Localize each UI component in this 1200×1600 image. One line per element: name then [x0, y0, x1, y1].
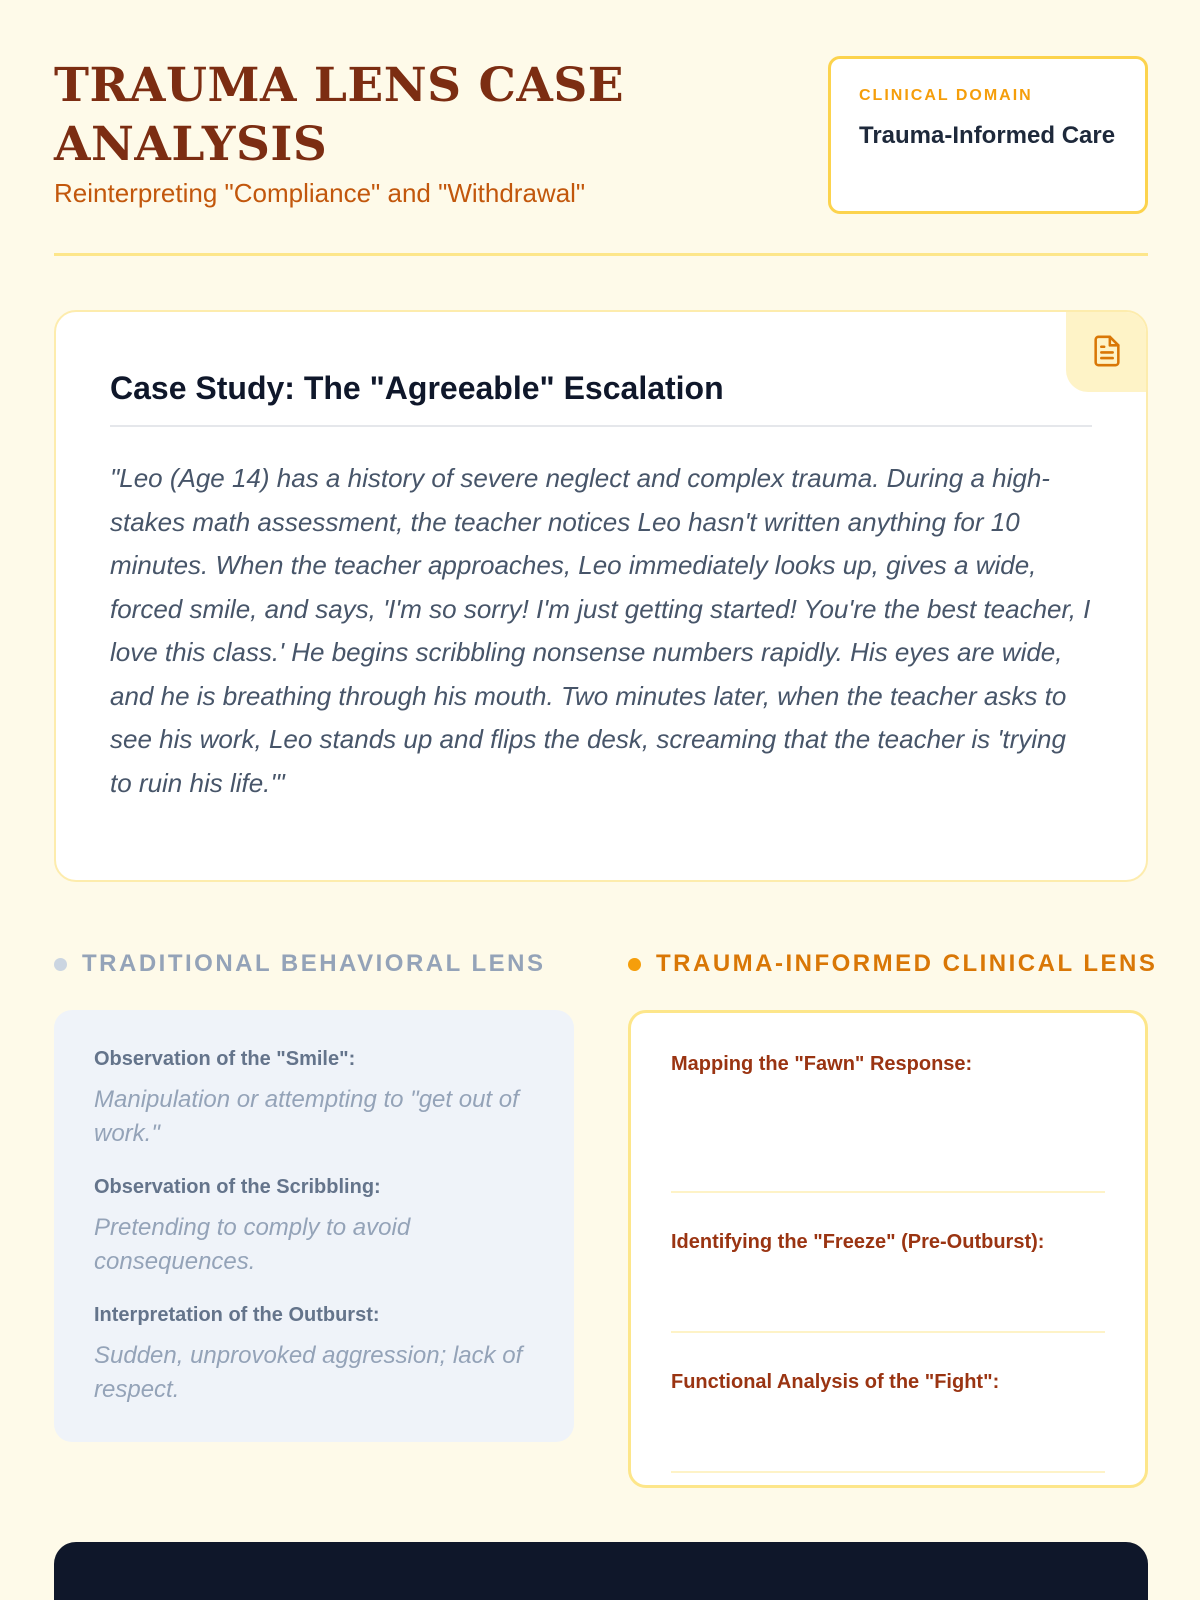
page-title: TRAUMA LENS CASE ANALYSIS [54, 58, 625, 172]
traditional-item-label: Observation of the Scribbling: [94, 1176, 381, 1198]
traditional-lens-heading-text: TRADITIONAL BEHAVIORAL LENS [82, 950, 546, 977]
case-study-body: "Leo (Age 14) has a history of severe neglect and complex trauma. During a high-stakes math assessment, the teacher notices Leo hasn't written anything for 10 minutes. When the teacher approaches, Leo immediately looks up, gives a wide, forced smile, and says, 'I'm so sorry! I'm just getting started! You're the best teacher, I love this class.' He begins scribbling nonsense numbers rapidly. His eyes are wide, and he is breathing through his mouth. Two minutes later, when the teacher asks to see his work, Leo stands up and flips the desk, screaming that the teacher is 'trying to ruin his life.'" [110, 463, 1091, 798]
traditional-item-label: Observation of the "Smile": [94, 1048, 356, 1070]
traditional-item-text: Sudden, unprovoked aggression; lack of respect. [94, 1342, 523, 1403]
clinical-domain-card [828, 56, 1148, 214]
trauma-lens-heading-text: TRAUMA-INFORMED CLINICAL LENS [656, 950, 1158, 977]
traditional-lens-item [94, 1048, 534, 1151]
clinical-domain-label: CLINICAL DOMAIN [859, 87, 1033, 104]
page-subtitle: Reinterpreting "Compliance" and "Withdrawal" [54, 178, 586, 208]
header-divider [54, 253, 1148, 256]
document-icon [1090, 332, 1124, 370]
traditional-lens-heading [54, 950, 546, 978]
trauma-lens-item[interactable] [671, 1333, 1105, 1473]
traditional-lens-item [94, 1304, 534, 1407]
orange-dot-icon [628, 958, 641, 971]
clinical-domain-value: Trauma-Informed Care [859, 122, 1116, 149]
traditional-item-label: Interpretation of the Outburst: [94, 1304, 380, 1326]
trauma-item-label: Mapping the "Fawn" Response: [671, 1053, 973, 1075]
page-header [54, 56, 1148, 256]
case-study-title: Case Study: The "Agreeable" Escalation [110, 370, 1092, 427]
trauma-lens-item[interactable] [671, 1193, 1105, 1333]
trauma-lens-card [628, 1010, 1148, 1488]
footer-panel [54, 1542, 1148, 1600]
case-study-card [54, 310, 1148, 882]
trauma-lens-heading [628, 950, 1157, 978]
trauma-lens-item[interactable] [671, 1053, 1105, 1193]
traditional-item-text: Pretending to comply to avoid consequences. [94, 1214, 411, 1275]
document-badge [1066, 310, 1148, 392]
traditional-lens-item [94, 1176, 534, 1279]
trauma-item-label: Functional Analysis of the "Fight": [671, 1371, 1000, 1393]
traditional-item-text: Manipulation or attempting to "get out of work." [94, 1086, 519, 1147]
trauma-item-label: Identifying the "Freeze" (Pre-Outburst): [671, 1231, 1045, 1253]
gray-dot-icon [54, 958, 67, 971]
traditional-lens-card [54, 1010, 574, 1442]
